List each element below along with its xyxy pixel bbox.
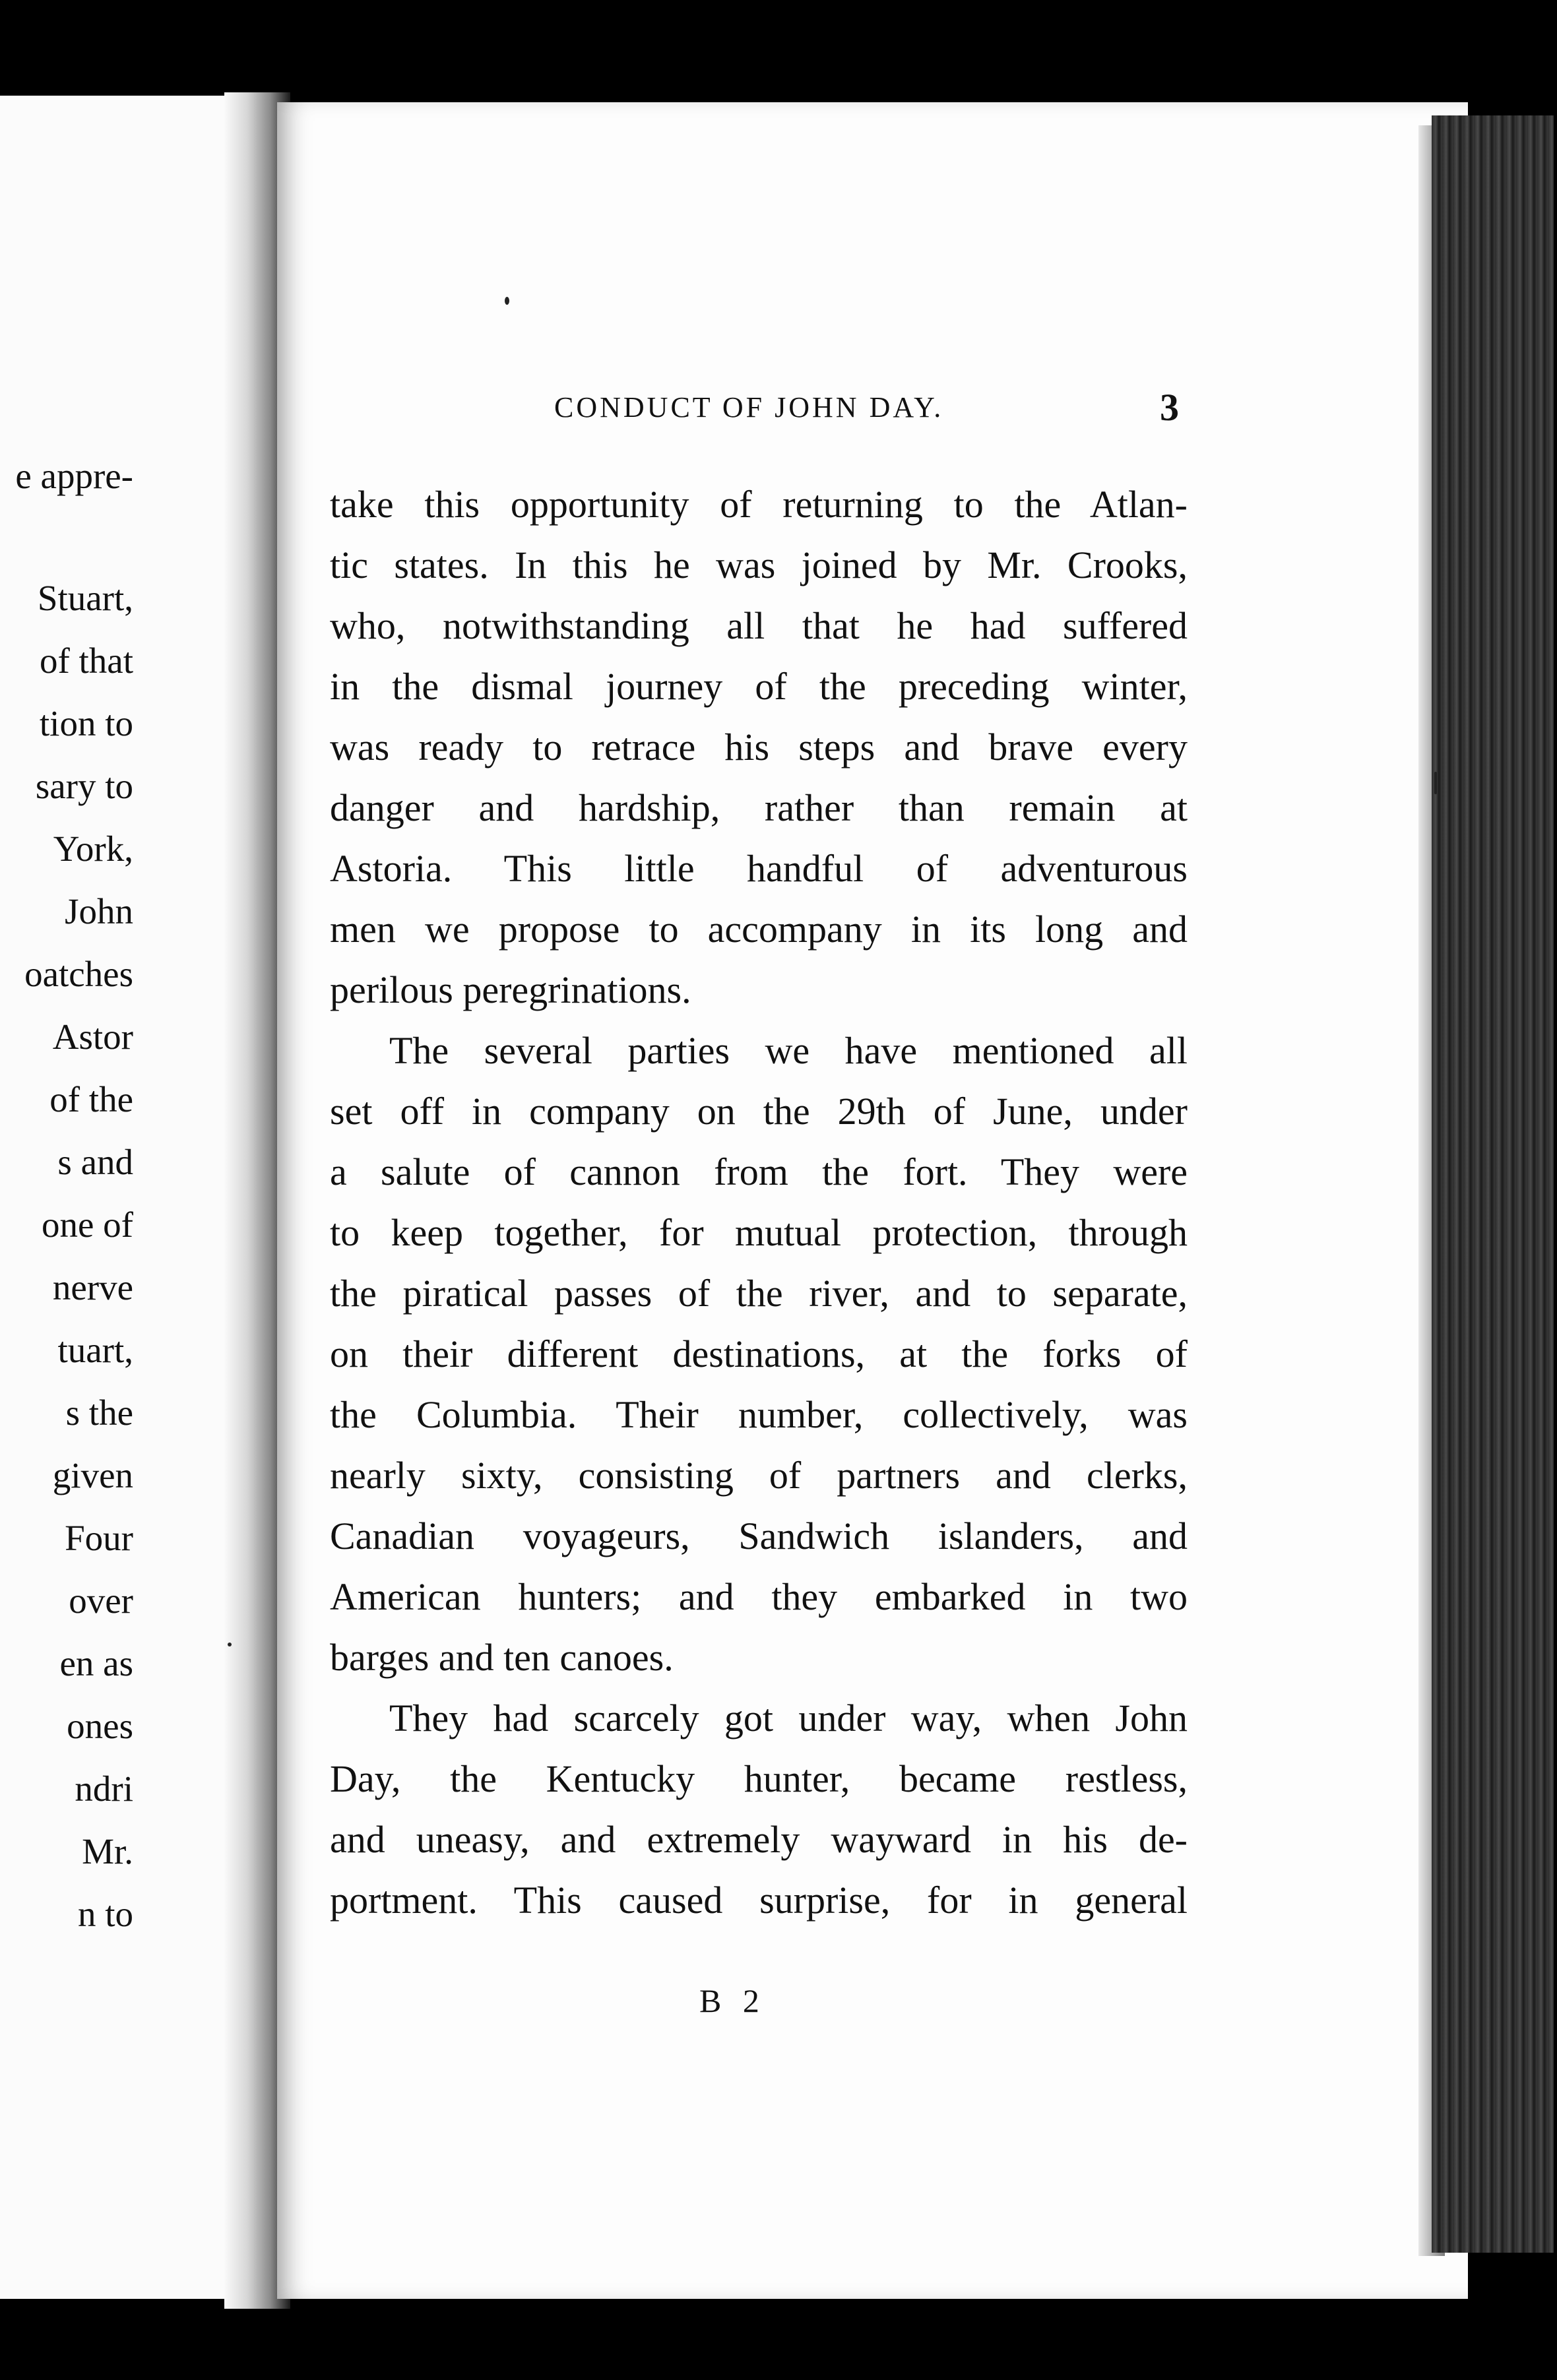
previous-page-line: of the [49,1079,133,1119]
text-line: who, notwithstanding all that he had suffered [330,604,1188,647]
text-line: men we propose to accompany in its long and [330,908,1188,951]
text-line: barges and ten canoes. [330,1636,674,1679]
text-line: set off in company on the 29th of June, under [330,1090,1188,1133]
text-line: on their different destinations, at the forks of [330,1332,1188,1375]
previous-page-line: Four [65,1518,133,1558]
text-line: a salute of cannon from the fort. They were [330,1150,1188,1193]
previous-page-line: tion to [39,703,133,743]
ink-speck [505,297,509,305]
previous-page-line: ones [67,1706,133,1746]
previous-page-line: Astor [52,1017,133,1057]
previous-page-line: Mr. [82,1831,133,1871]
previous-page-line: en as [59,1643,133,1683]
ink-speck [1434,772,1437,794]
previous-page-line: one of [42,1205,133,1245]
previous-page-line: Stuart, [37,578,133,618]
previous-page-line: nerve [52,1267,133,1307]
previous-page-line: s and [57,1142,133,1182]
previous-page-line: ndri [75,1769,133,1809]
text-line: Canadian voyageurs, Sandwich islanders, and [330,1515,1188,1557]
previous-page-line: tuart, [57,1330,133,1370]
text-line: to keep together, for mutual protection, through [330,1211,1188,1254]
text-line: take this opportunity of returning to the Atlan- [330,483,1188,526]
text-line: was ready to retrace his steps and brave every [330,726,1188,768]
previous-page-line: n to [77,1894,133,1934]
text-line: They had scarcely got under way, when John [389,1697,1188,1739]
text-line: the Columbia. Their number, collectively, was [330,1393,1188,1436]
page-number: 3 [1160,386,1179,429]
previous-page-line: sary to [35,766,133,806]
previous-page-line: given [52,1455,133,1495]
text-line: Day, the Kentucky hunter, became restless, [330,1757,1188,1800]
text-line: danger and hardship, rather than remain at [330,786,1188,829]
text-line: perilous peregrinations. [330,968,691,1011]
signature-mark: B 2 [699,1982,766,2019]
text-line: and uneasy, and extremely wayward in his de- [330,1818,1188,1861]
previous-page-line: over [69,1581,133,1621]
text-line: nearly sixty, consisting of partners and clerks, [330,1454,1188,1497]
page-block-edges [1432,115,1554,2253]
text-line: tic states. In this he was joined by Mr. Crooks, [330,544,1188,586]
previous-page-line: e appre- [15,456,133,496]
running-head: CONDUCT OF JOHN DAY. [554,391,944,423]
previous-page-line: John [65,891,133,931]
previous-page-line: York, [53,829,133,869]
text-line: American hunters; and they embarked in two [330,1575,1188,1618]
previous-page-line: of that [39,641,133,681]
previous-page [0,96,251,2299]
text-line: in the dismal journey of the preceding winter, [330,665,1188,708]
text-line: portment. This caused surprise, for in general [330,1879,1188,1922]
ink-speck [228,1643,232,1646]
previous-page-line: s the [65,1393,133,1433]
text-line: The several parties we have mentioned all [389,1029,1188,1072]
previous-page-line: oatches [24,954,133,994]
text-line: the piratical passes of the river, and to separate, [330,1272,1188,1315]
text-line: Astoria. This little handful of adventurous [330,847,1188,890]
